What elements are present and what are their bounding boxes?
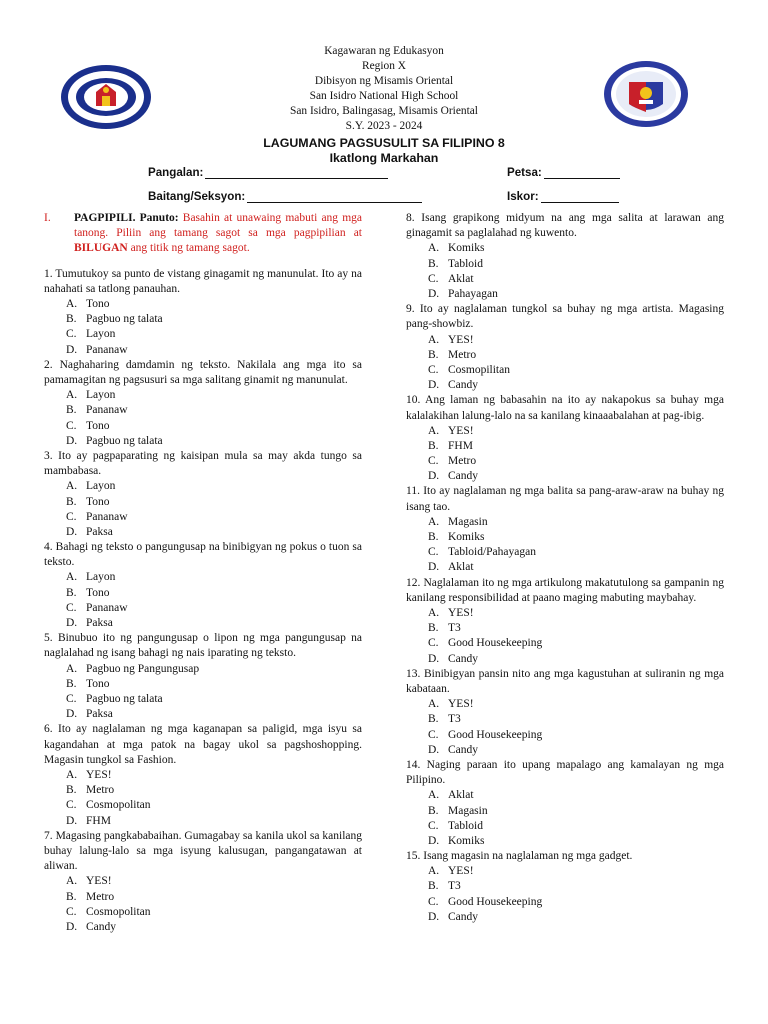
option-letter: B. <box>428 804 439 817</box>
option-text: T3 <box>448 622 461 635</box>
name-field[interactable] <box>148 166 388 179</box>
answer-option[interactable] <box>44 388 362 403</box>
option-letter: D. <box>428 834 440 847</box>
score-line[interactable] <box>541 190 619 203</box>
option-text: T3 <box>448 880 461 893</box>
date-label: Petsa: <box>507 166 542 179</box>
instruction-part-a: Basahin at unawaing mabuti ang mga tanong. Piliin ang tamang sagot sa mga pagpipilian at <box>74 212 363 240</box>
answer-option[interactable] <box>406 910 724 925</box>
option-text: Cosmopolitan <box>86 799 151 812</box>
question-item <box>406 393 724 484</box>
option-letter: A. <box>428 607 440 620</box>
question-item <box>406 302 724 393</box>
option-letter: D. <box>66 343 78 356</box>
answer-option[interactable] <box>406 333 724 348</box>
option-letter: B. <box>66 784 77 797</box>
option-letter: C. <box>428 895 439 908</box>
option-text: Tono <box>86 677 110 690</box>
option-letter: C. <box>66 510 77 523</box>
option-letter: B. <box>428 622 439 635</box>
question-text: 9. Ito ay naglalaman tungkol sa buhay ng mga artista. Magasing pang-showbiz. <box>406 303 724 331</box>
answer-option[interactable] <box>406 530 724 545</box>
option-text: Candy <box>448 470 479 483</box>
option-text: Pagbuo ng Pangungusap <box>86 662 200 675</box>
question-text: 13. Binibigyan pansin nito ang mga kagustuhan at suliranin ng mga kabataan. <box>406 667 724 695</box>
option-text: Magasin <box>448 804 488 817</box>
option-letter: D. <box>428 287 440 300</box>
answer-option[interactable] <box>44 510 362 525</box>
option-letter: D. <box>66 920 78 933</box>
option-letter: C. <box>428 546 439 559</box>
instruction-text <box>74 211 362 257</box>
option-letter: B. <box>428 439 439 452</box>
question-item <box>406 211 724 302</box>
question-text: 3. Ito ay pagpaparating ng kaisipan mula sa may akda tungo sa mambabasa. <box>44 449 362 478</box>
option-letter: A. <box>428 865 440 878</box>
section-label: Baitang/Seksyon: <box>148 190 246 203</box>
option-letter: C. <box>66 799 77 812</box>
right-column <box>406 211 724 925</box>
option-text: Aklat <box>448 561 474 574</box>
option-letter: D. <box>428 910 440 923</box>
answer-option[interactable] <box>44 570 362 585</box>
answer-option[interactable] <box>44 403 362 418</box>
option-letter: D. <box>66 708 78 721</box>
answer-option[interactable] <box>406 606 724 621</box>
answer-option[interactable] <box>44 798 362 813</box>
name-line[interactable] <box>205 166 388 179</box>
question-text: 4. Bahagi ng teksto o pangungusap na binibigyan ng pokus o tuon sa teksto. <box>44 541 362 569</box>
question-text: 10. Ang laman ng babasahin na ito ay nakapokus sa buhay mga kalalakihan lalung-lalo na sa kanilang kinaaabalahan at pag-ibig. <box>406 394 724 422</box>
answer-option[interactable] <box>406 895 724 910</box>
option-text: Aklat <box>448 789 474 802</box>
exam-title: LAGUMANG PAGSUSULIT SA FILIPINO 8 <box>263 136 505 150</box>
answer-option[interactable] <box>406 515 724 530</box>
answer-option[interactable] <box>406 469 724 484</box>
option-letter: A. <box>428 789 440 802</box>
question-text: 15. Isang magasin na naglalaman ng mga gadget. <box>406 850 633 863</box>
left-question-list <box>44 267 362 936</box>
option-text: Candy <box>448 910 479 923</box>
question-text: 7. Magasing pangkababaihan. Gumagabay sa kanila ukol sa kanilang buhay lalung-lalo sa mga isyung kalusugan, pangangatawan at aliwan. <box>44 829 362 873</box>
panuto-label: Panuto: <box>139 212 179 224</box>
answer-option[interactable] <box>406 728 724 743</box>
name-label: Pangalan: <box>148 166 204 179</box>
option-text: Cosmopilitan <box>448 363 510 376</box>
answer-option[interactable] <box>406 652 724 667</box>
option-letter: D. <box>428 470 440 483</box>
option-text: Pananaw <box>86 404 128 417</box>
answer-option[interactable] <box>406 819 724 834</box>
option-letter: A. <box>66 389 78 402</box>
option-text: YES! <box>448 333 474 346</box>
question-text: 5. Binubuo ito ng pangungusap o lipon ng mga pangungusap na naglalahad ng isang bahagi ng nais iparating ng teksto. <box>44 632 362 660</box>
answer-option[interactable] <box>44 601 362 616</box>
answer-option[interactable] <box>406 287 724 302</box>
option-letter: D. <box>66 814 78 827</box>
option-letter: A. <box>428 515 440 528</box>
answer-option[interactable] <box>406 864 724 879</box>
option-text: Komiks <box>448 531 485 544</box>
instruction-part-b: ang titik ng tamang sagot. <box>130 242 250 255</box>
header-line-region: Region X <box>362 60 406 72</box>
option-text: Good Housekeeping <box>448 895 543 908</box>
option-text: Good Housekeeping <box>448 728 543 741</box>
question-text: 8. Isang grapikong midyum na ang mga salita at larawan ang ginagamit sa paglalahad ng kuwento. <box>406 212 724 240</box>
option-letter: C. <box>66 328 77 341</box>
option-text: Candy <box>448 652 479 665</box>
option-text: Paksa <box>86 525 113 538</box>
score-label: Iskor: <box>507 190 539 203</box>
header-line-address: San Isidro, Balingasag, Misamis Oriental <box>290 105 478 117</box>
option-letter: D. <box>428 743 440 756</box>
answer-option[interactable] <box>406 545 724 560</box>
option-letter: A. <box>428 424 440 437</box>
option-text: Cosmopolitan <box>86 905 151 918</box>
answer-option[interactable] <box>406 804 724 819</box>
option-letter: B. <box>66 586 77 599</box>
date-field[interactable] <box>507 166 620 179</box>
answer-option[interactable] <box>44 586 362 601</box>
option-text: Candy <box>448 379 479 392</box>
answer-option[interactable] <box>406 257 724 272</box>
date-line[interactable] <box>544 166 620 179</box>
option-letter: B. <box>66 495 77 508</box>
option-letter: A. <box>66 875 78 888</box>
answer-option[interactable] <box>406 712 724 727</box>
option-text: YES! <box>448 607 474 620</box>
answer-option[interactable] <box>44 874 362 889</box>
option-text: FHM <box>86 814 111 827</box>
answer-option[interactable] <box>44 525 362 540</box>
option-letter: A. <box>428 242 440 255</box>
answer-option[interactable] <box>44 814 362 829</box>
answer-option[interactable] <box>406 879 724 894</box>
option-letter: C. <box>428 819 439 832</box>
answer-option[interactable] <box>44 495 362 510</box>
answer-option[interactable] <box>406 241 724 256</box>
option-text: YES! <box>448 698 474 711</box>
question-item <box>44 829 362 935</box>
question-item <box>406 758 724 849</box>
option-text: Pananaw <box>86 343 128 356</box>
option-letter: B. <box>66 677 77 690</box>
option-text: Pahayagan <box>448 287 498 300</box>
option-letter: B. <box>66 404 77 417</box>
option-text: Layon <box>86 389 116 402</box>
question-text: 11. Ito ay naglalaman ng mga balita sa pang-araw-araw na buhay ng isang tao. <box>406 485 724 513</box>
answer-option[interactable] <box>406 697 724 712</box>
option-text: Metro <box>448 348 477 361</box>
question-item <box>406 849 724 925</box>
answer-option[interactable] <box>406 621 724 636</box>
question-text: 6. Ito ay naglalaman ng mga kaganapan sa paligid, mga isyu sa kagandahan at mga patok na bagay ukol sa pagshoshopping. Magasin tungkol sa Fashion. <box>44 723 362 766</box>
option-text: Magasin <box>448 515 488 528</box>
option-text: Tono <box>86 298 110 311</box>
answer-option[interactable] <box>44 692 362 707</box>
right-question-list <box>406 211 724 925</box>
answer-option[interactable] <box>44 419 362 434</box>
answer-option[interactable] <box>44 677 362 692</box>
question-item <box>44 358 362 449</box>
option-letter: B. <box>428 880 439 893</box>
option-letter: C. <box>428 363 439 376</box>
question-item <box>44 722 362 828</box>
option-text: Pagbuo ng talata <box>86 313 163 326</box>
school-header <box>0 44 768 134</box>
answer-option[interactable] <box>44 616 362 631</box>
answer-option[interactable] <box>406 788 724 803</box>
option-text: Metro <box>86 784 115 797</box>
option-text: YES! <box>86 875 112 888</box>
option-text: Tabloid/Pahayagan <box>448 546 536 559</box>
answer-option[interactable] <box>406 439 724 454</box>
answer-option[interactable] <box>44 707 362 722</box>
option-letter: D. <box>66 617 78 630</box>
option-text: Good Housekeeping <box>448 637 543 650</box>
question-text: 2. Naghaharing damdamin ng teksto. Nakilala ang mga ito sa pamamagitan ng pagsusuri sa mga salitang ginamit ng manunulat. <box>44 358 362 386</box>
option-text: Komiks <box>448 242 485 255</box>
option-letter: C. <box>428 728 439 741</box>
section-number: I. <box>44 212 51 224</box>
section-field[interactable] <box>148 190 422 203</box>
answer-option[interactable] <box>406 834 724 849</box>
answer-option[interactable] <box>406 272 724 287</box>
option-letter: C. <box>428 272 439 285</box>
header-line-division: Dibisyon ng Misamis Oriental <box>314 75 454 87</box>
option-text: Candy <box>448 743 479 756</box>
option-text: Tabloid <box>448 257 483 270</box>
section-name: PAGPIPILI. <box>74 212 136 224</box>
answer-option[interactable] <box>44 312 362 327</box>
answer-option[interactable] <box>406 743 724 758</box>
question-item <box>406 667 724 758</box>
question-item <box>44 631 362 722</box>
option-letter: C. <box>428 637 439 650</box>
option-letter: A. <box>66 480 78 493</box>
option-letter: D. <box>428 652 440 665</box>
option-letter: D. <box>66 525 78 538</box>
answer-option[interactable] <box>406 363 724 378</box>
option-letter: B. <box>428 348 439 361</box>
answer-option[interactable] <box>44 297 362 312</box>
option-letter: C. <box>66 905 77 918</box>
header-line-school: San Isidro National High School <box>309 90 459 102</box>
bilugan-emphasis: BILUGAN <box>74 242 128 255</box>
header-line-agency: Kagawaran ng Edukasyon <box>324 45 444 57</box>
question-item <box>44 267 362 358</box>
answer-option[interactable] <box>44 479 362 494</box>
option-letter: A. <box>66 662 78 675</box>
option-text: Layon <box>86 328 116 341</box>
option-text: Tono <box>86 495 110 508</box>
option-text: FHM <box>448 439 473 452</box>
answer-option[interactable] <box>406 454 724 469</box>
question-text: 14. Naging paraan ito upang mapalago ang kamalayan ng mga Pilipino. <box>406 758 724 787</box>
header-line-school-year: S.Y. 2023 - 2024 <box>345 120 423 132</box>
option-text: Pagbuo ng talata <box>86 434 163 447</box>
option-letter: C. <box>66 601 77 614</box>
answer-option[interactable] <box>44 327 362 342</box>
answer-option[interactable] <box>44 434 362 449</box>
option-letter: B. <box>66 890 77 903</box>
option-text: Candy <box>86 920 117 933</box>
option-text: Komiks <box>448 834 485 847</box>
option-text: YES! <box>448 424 474 437</box>
option-text: YES! <box>86 769 112 781</box>
option-text: Pananaw <box>86 601 128 614</box>
question-text: 1. Tumutukoy sa punto de vistang ginagamit ng manunulat. Ito ay na nahahati sa tatlong panauhan. <box>44 267 362 295</box>
option-text: Pagbuo ng talata <box>86 693 163 706</box>
option-letter: C. <box>428 455 439 468</box>
answer-option[interactable] <box>44 768 362 783</box>
section-line[interactable] <box>247 190 422 203</box>
option-text: Pananaw <box>86 510 128 523</box>
option-text: Paksa <box>86 708 113 721</box>
option-text: Layon <box>86 480 116 493</box>
answer-option[interactable] <box>44 920 362 935</box>
option-letter: A. <box>428 698 440 711</box>
score-field[interactable] <box>507 190 619 203</box>
option-letter: B. <box>428 531 439 544</box>
option-letter: C. <box>66 693 77 706</box>
answer-option[interactable] <box>406 378 724 393</box>
option-text: Tono <box>86 586 110 599</box>
answer-option[interactable] <box>44 905 362 920</box>
answer-option[interactable] <box>44 343 362 358</box>
option-letter: A. <box>66 298 78 311</box>
option-text: YES! <box>448 865 474 878</box>
question-item <box>406 576 724 667</box>
question-item <box>406 484 724 575</box>
option-letter: D. <box>66 434 78 447</box>
option-text: Layon <box>86 571 116 584</box>
question-text: 12. Naglalaman ito ng mga artikulong makatutulong sa gampanin ng kanilang responsibilidad at paano maging mabuting maybahay. <box>406 576 724 604</box>
answer-option[interactable] <box>406 348 724 363</box>
option-text: Paksa <box>86 617 113 630</box>
option-letter: A. <box>428 333 440 346</box>
option-text: Metro <box>86 890 115 903</box>
answer-option[interactable] <box>406 424 724 439</box>
option-text: Tabloid <box>448 819 483 832</box>
option-letter: B. <box>66 313 77 326</box>
answer-option[interactable] <box>44 662 362 677</box>
answer-option[interactable] <box>44 890 362 905</box>
option-letter: A. <box>66 571 78 584</box>
option-letter: C. <box>66 419 77 432</box>
option-letter: A. <box>66 769 78 781</box>
option-text: Tono <box>86 419 110 432</box>
option-text: T3 <box>448 713 461 726</box>
option-letter: B. <box>428 257 439 270</box>
answer-option[interactable] <box>406 560 724 575</box>
question-item <box>44 540 362 631</box>
answer-option[interactable] <box>44 783 362 798</box>
left-column <box>44 211 362 935</box>
question-item <box>44 449 362 540</box>
option-letter: D. <box>428 379 440 392</box>
exam-subtitle: Ikatlong Markahan <box>329 151 439 165</box>
option-text: Metro <box>448 455 477 468</box>
option-letter: B. <box>428 713 439 726</box>
option-letter: D. <box>428 561 440 574</box>
option-text: Aklat <box>448 272 474 285</box>
instructions <box>44 211 362 257</box>
answer-option[interactable] <box>406 636 724 651</box>
